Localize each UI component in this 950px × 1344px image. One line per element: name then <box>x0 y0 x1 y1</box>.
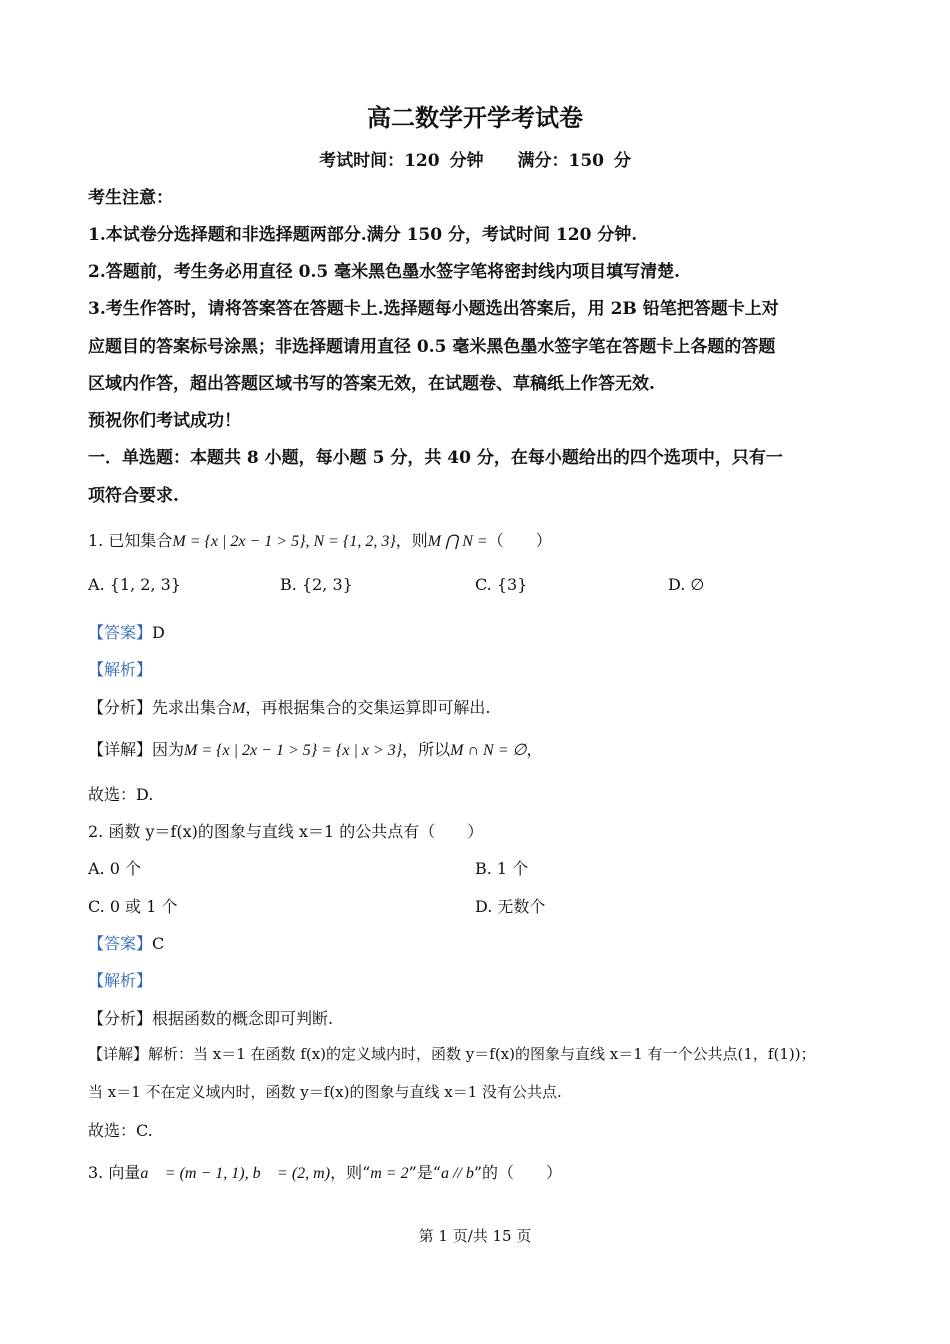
analysis-line: 【分析】根据函数的概念即可判断. <box>88 1009 334 1028</box>
detail-line: 【详解】解析：当 x＝1 在函数 f(x)的定义域内时，函数 y＝f(x)的图象与直线 x＝1 有一个公共点(1，f(1))； <box>88 1045 816 1063</box>
option-c: C. {3} <box>475 575 528 594</box>
page-title: 高二数学开学考试卷 <box>367 103 583 132</box>
question-2-stem: 2. 函数 y＝f(x)的图象与直线 x＝1 的公共点有（ ） <box>88 822 484 841</box>
math-expression: M ∩ N = ∅ <box>450 742 527 759</box>
math-expression: m = 2 <box>370 1165 409 1182</box>
answer-value: D <box>152 623 165 642</box>
analysis-line: 【分析】先求出集合M，再根据集合的交集运算即可解出. <box>88 698 491 717</box>
detail-line-cont: 当 x＝1 不在定义域内时，函数 y＝f(x)的图象与直线 x＝1 没有公共点. <box>88 1083 562 1101</box>
section-heading: 一．单选题：本题共 8 小题，每小题 5 分，共 40 分，在每小题给出的四个选项中，只有一 <box>88 448 783 468</box>
answer-value: C <box>152 934 165 953</box>
answer-line <box>88 931 164 954</box>
answer-tag: 【答案】 <box>88 623 153 642</box>
exam-info: 考试时间：120 分钟 满分：150 分 <box>319 151 631 171</box>
option-d: D. ∅ <box>668 575 705 594</box>
math-expression: M = {x | 2x − 1 > 5}, N = {1, 2, 3} <box>172 533 396 550</box>
conclusion: 故选：C. <box>88 1121 153 1140</box>
option-b: B. {2, 3} <box>280 575 353 594</box>
notice-item: 3.考生作答时，请将答案答在答题卡上.选择题每小题选出答案后，用 2B 铅笔把答题卡上对 <box>88 299 779 319</box>
notice-wish: 预祝你们考试成功！ <box>88 411 241 431</box>
option-a: A. {1, 2, 3} <box>88 575 181 594</box>
question-1-stem: 1. 已知集合M = {x | 2x − 1 > 5}, N = {1, 2, 3}，则M ⋂ N =（ ） <box>88 531 552 550</box>
section-heading-cont: 项符合要求. <box>88 486 179 506</box>
math-expression: a // b <box>440 1165 474 1182</box>
notice-heading: 考生注意： <box>88 188 173 208</box>
question-3-stem: 3. 向量a⃗ = (m − 1, 1), b⃗ = (2, m)，则“m = 2”是“a // b”的（ ） <box>88 1163 563 1182</box>
option-a: A. 0 个 <box>88 859 141 878</box>
answer-tag: 【答案】 <box>88 934 153 953</box>
option-c: C. 0 或 1 个 <box>88 897 178 916</box>
notice-item: 1.本试卷分选择题和非选择题两部分.满分 150 分，考试时间 120 分钟. <box>88 225 638 245</box>
detail-line: 【详解】因为M = {x | 2x − 1 > 5} = {x | x > 3}，所以M ∩ N = ∅， <box>88 740 543 759</box>
analysis-tag: 【解析】 <box>88 971 153 990</box>
notice-item: 区域内作答，超出答题区域书写的答案无效，在试题卷、草稿纸上作答无效. <box>88 374 655 394</box>
answer-line <box>88 620 165 643</box>
math-expression: a⃗ = (m − 1, 1), b⃗ = (2, m) <box>140 1165 331 1182</box>
notice-item: 2.答题前，考生务必用直径 0.5 毫米黑色墨水签字笔将密封线内项目填写清楚. <box>88 262 681 282</box>
analysis-tag: 【解析】 <box>88 660 153 679</box>
math-expression: M = {x | 2x − 1 > 5} = {x | x > 3} <box>184 742 403 759</box>
math-expression: M ⋂ N = <box>427 533 488 550</box>
conclusion: 故选：D. <box>88 785 154 804</box>
option-b: B. 1 个 <box>475 859 529 878</box>
option-d: D. 无数个 <box>475 897 546 916</box>
notice-item: 应题目的答案标号涂黑；非选择题请用直径 0.5 毫米黑色墨水签字笔在答题卡上各题的答题 <box>88 337 776 357</box>
page-number: 第 1 页/共 15 页 <box>418 1227 532 1245</box>
